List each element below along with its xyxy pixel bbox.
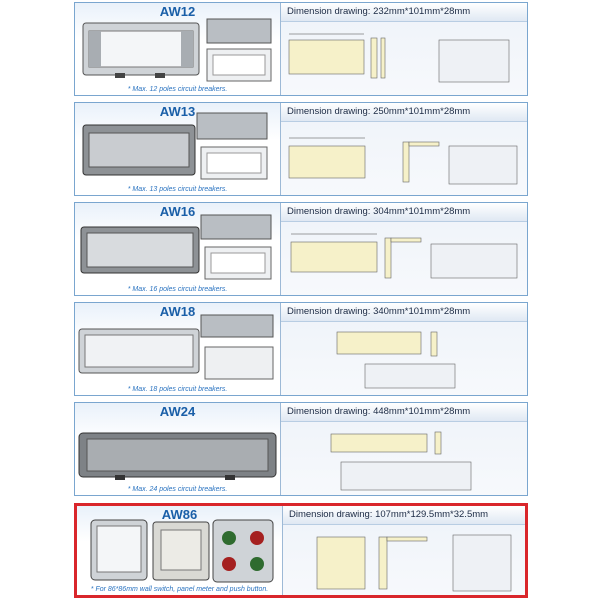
model-title: AW16: [159, 204, 196, 219]
dimension-panel: [280, 303, 527, 395]
dimension-panel: [280, 3, 527, 95]
product-card-aw13: [74, 102, 528, 196]
dimension-drawing: [281, 422, 527, 495]
dimension-panel: [280, 403, 527, 495]
dimension-drawing: [281, 222, 527, 295]
dimension-header: Dimension drawing: 232mm*101mm*28mm: [281, 3, 527, 22]
dimension-drawing: [281, 22, 527, 95]
dimension-drawing: [281, 322, 527, 395]
product-photo-panel: [75, 303, 280, 395]
product-card-aw24: [74, 402, 528, 496]
dimension-header: Dimension drawing: 107mm*129.5mm*32.5mm: [283, 506, 525, 525]
product-note: * Max. 18 poles circuit breakers.: [127, 386, 228, 393]
dimension-drawing: [281, 122, 527, 195]
dimension-panel: [280, 203, 527, 295]
product-photo-panel: [75, 203, 280, 295]
dimension-panel: [280, 103, 527, 195]
dimension-header: Dimension drawing: 250mm*101mm*28mm: [281, 103, 527, 122]
model-title: AW18: [159, 304, 196, 319]
product-card-aw86: [74, 503, 528, 598]
product-note: * For 86*86mm wall switch, panel meter and push button.: [90, 586, 269, 593]
product-note: * Max. 12 poles circuit breakers.: [127, 86, 228, 93]
model-title: AW86: [161, 507, 198, 522]
model-title: AW24: [159, 404, 196, 419]
dimension-header: Dimension drawing: 340mm*101mm*28mm: [281, 303, 527, 322]
product-photo-panel: [75, 403, 280, 495]
product-photo-panel: [77, 506, 282, 595]
product-card-aw16: [74, 202, 528, 296]
product-note: * Max. 24 poles circuit breakers.: [127, 486, 228, 493]
product-photo-panel: [75, 3, 280, 95]
dimension-drawing: [283, 525, 525, 595]
dimension-header: Dimension drawing: 448mm*101mm*28mm: [281, 403, 527, 422]
dimension-header: Dimension drawing: 304mm*101mm*28mm: [281, 203, 527, 222]
product-note: * Max. 13 poles circuit breakers.: [127, 186, 228, 193]
product-card-aw18: [74, 302, 528, 396]
product-card-aw12: [74, 2, 528, 96]
model-title: AW13: [159, 104, 196, 119]
product-photo-panel: [75, 103, 280, 195]
dimension-panel: [282, 506, 525, 595]
model-title: AW12: [159, 4, 196, 19]
product-note: * Max. 16 poles circuit breakers.: [127, 286, 228, 293]
